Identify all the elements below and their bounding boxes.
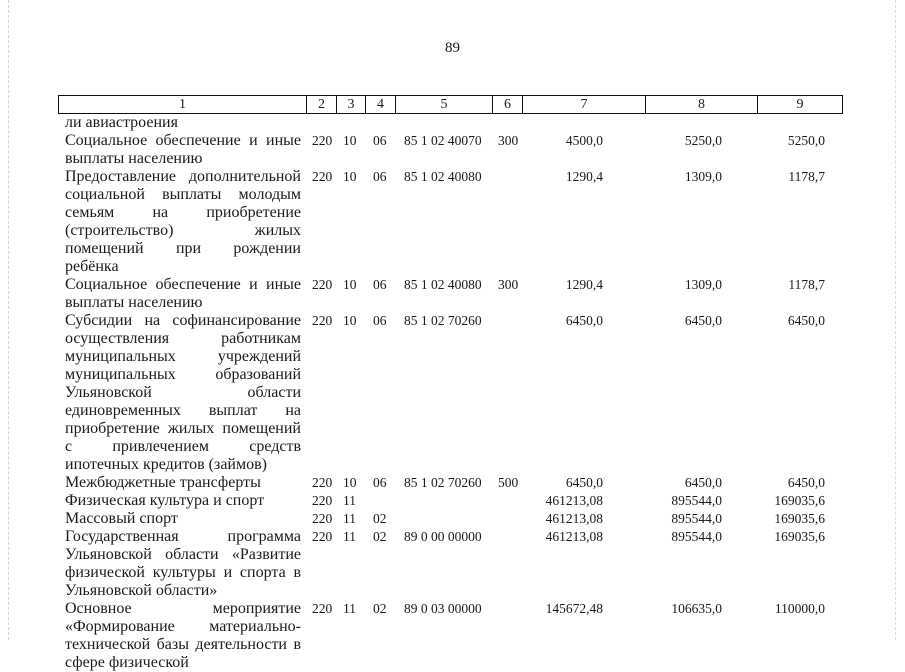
row-name: Социальное обеспечение и иные выплаты населению — [65, 276, 301, 311]
ministry-code: 220 — [312, 475, 333, 490]
row-name: Физическая культура и спорт — [65, 492, 265, 509]
section-code: 10 — [343, 133, 357, 148]
expense-type-code: 300 — [498, 133, 519, 148]
amount-col-7: 6450,0 — [565, 313, 603, 328]
subsection-code: 06 — [373, 133, 387, 148]
target-article-code: 85 1 02 40080 — [404, 277, 482, 292]
target-article-code: 89 0 00 00000 — [404, 529, 482, 544]
amount-col-8: 6450,0 — [684, 475, 722, 490]
subsection-code: 02 — [373, 511, 387, 526]
amount-col-9: 6450,0 — [787, 475, 825, 490]
section-code: 10 — [343, 169, 357, 184]
target-article-code: 85 1 02 70260 — [404, 475, 482, 490]
page-number: 89 — [445, 40, 460, 56]
section-code: 10 — [343, 313, 357, 328]
amount-col-8: 1309,0 — [684, 169, 722, 184]
header-col-6: 6 — [493, 96, 523, 114]
subsection-code: 06 — [373, 475, 387, 490]
table-row — [0, 528, 905, 600]
ministry-code: 220 — [312, 511, 333, 526]
target-article-code: 85 1 02 70260 — [404, 313, 482, 328]
subsection-code: 06 — [373, 277, 387, 292]
column-number-header — [58, 95, 843, 114]
section-code: 11 — [343, 601, 356, 616]
row-name: ли авиастроения — [65, 114, 178, 131]
table-row — [0, 600, 905, 672]
target-article-code: 89 0 03 00000 — [404, 601, 482, 616]
table-row — [0, 168, 905, 276]
subsection-code: 06 — [373, 169, 387, 184]
ministry-code: 220 — [312, 133, 333, 148]
table-row — [0, 312, 905, 474]
amount-col-7: 461213,08 — [545, 493, 603, 508]
amount-col-8: 6450,0 — [684, 313, 722, 328]
amount-col-9: 6450,0 — [787, 313, 825, 328]
ministry-code: 220 — [312, 277, 333, 292]
section-code: 11 — [343, 529, 356, 544]
row-name: Предоставление дополнительной социальной выплаты молодым семьям на приобретение (строительство) жилых помещений при рождении ребёнка — [65, 168, 301, 275]
amount-col-7: 1290,4 — [565, 169, 603, 184]
amount-col-8: 1309,0 — [684, 277, 722, 292]
amount-col-8: 895544,0 — [671, 529, 722, 544]
subsection-code: 02 — [373, 601, 387, 616]
table-row — [0, 492, 905, 510]
header-col-9: 9 — [758, 96, 843, 114]
row-name: Государственная программа Ульяновской области «Развитие физической культуры и спорта в Ульяновской области» — [65, 528, 301, 599]
ministry-code: 220 — [312, 169, 333, 184]
section-code: 10 — [343, 475, 357, 490]
expense-type-code: 300 — [498, 277, 519, 292]
table-row — [0, 132, 905, 168]
header-col-2: 2 — [307, 96, 337, 114]
amount-col-7: 1290,4 — [565, 277, 603, 292]
amount-col-8: 5250,0 — [684, 133, 722, 148]
amount-col-9: 169035,6 — [774, 511, 825, 526]
target-article-code: 85 1 02 40070 — [404, 133, 482, 148]
amount-col-7: 461213,08 — [545, 529, 603, 544]
ministry-code: 220 — [312, 493, 333, 508]
amount-col-8: 895544,0 — [671, 493, 722, 508]
table-row — [0, 474, 905, 492]
row-name: Субсидии на софинансирование осуществления работникам муниципальных учреждений муниципальных образований Ульяновской области единовременных выплат на приобретение жилых помещений с привлечением средств ипотечных кредитов (займов) — [65, 312, 301, 473]
table-row — [0, 510, 905, 528]
amount-col-9: 1178,7 — [788, 169, 825, 184]
expense-type-code: 500 — [498, 475, 519, 490]
subsection-code: 06 — [373, 313, 387, 328]
row-name: Массовый спорт — [65, 510, 178, 527]
row-name: Социальное обеспечение и иные выплаты населению — [65, 132, 301, 167]
table-row — [0, 114, 905, 132]
amount-col-9: 169035,6 — [774, 529, 825, 544]
header-col-4: 4 — [366, 96, 396, 114]
section-code: 10 — [343, 277, 357, 292]
row-name: Межбюджетные трансферты — [65, 474, 261, 491]
amount-col-8: 106635,0 — [671, 601, 722, 616]
ministry-code: 220 — [312, 529, 333, 544]
header-col-8: 8 — [646, 96, 758, 114]
header-col-5: 5 — [396, 96, 493, 114]
subsection-code: 02 — [373, 529, 387, 544]
ministry-code: 220 — [312, 313, 333, 328]
header-col-7: 7 — [523, 96, 646, 114]
ministry-code: 220 — [312, 601, 333, 616]
amount-col-7: 4500,0 — [565, 133, 603, 148]
section-code: 11 — [343, 511, 356, 526]
amount-col-9: 5250,0 — [787, 133, 825, 148]
amount-col-9: 110000,0 — [774, 601, 825, 616]
target-article-code: 85 1 02 40080 — [404, 169, 482, 184]
header-col-1: 1 — [59, 96, 307, 114]
budget-table-body — [0, 114, 905, 672]
header-col-3: 3 — [337, 96, 366, 114]
amount-col-7: 145672,48 — [545, 601, 603, 616]
amount-col-9: 1178,7 — [788, 277, 825, 292]
amount-col-8: 895544,0 — [671, 511, 722, 526]
amount-col-9: 169035,6 — [774, 493, 825, 508]
amount-col-7: 461213,08 — [545, 511, 603, 526]
section-code: 11 — [343, 493, 356, 508]
amount-col-7: 6450,0 — [565, 475, 603, 490]
table-row — [0, 276, 905, 312]
row-name: Основное мероприятие «Формирование материально-технической базы деятельности в сфере физической — [65, 600, 301, 671]
